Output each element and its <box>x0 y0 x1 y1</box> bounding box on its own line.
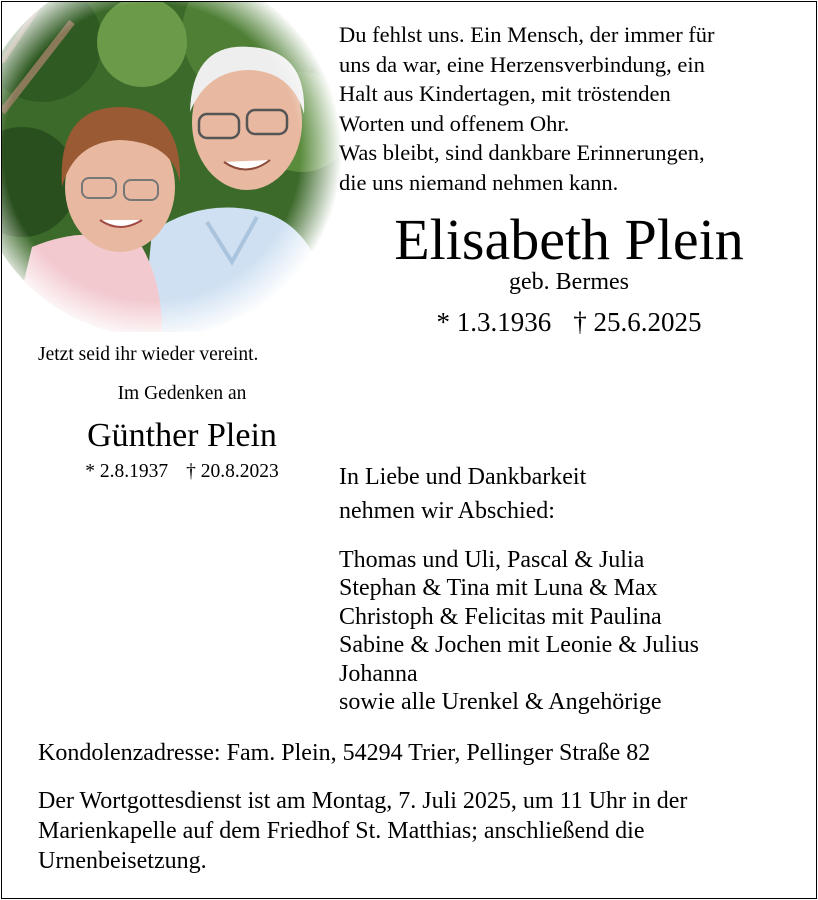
partner-dates <box>32 459 332 485</box>
partner-birth-date: * 2.8.1937 <box>85 461 169 482</box>
poem-line: Was bleibt, sind dankbare Erinnerungen, <box>339 140 705 165</box>
deceased-name: Elisabeth Plein <box>394 207 744 272</box>
birth-date: * 1.3.1936 <box>436 307 552 337</box>
service-info: Der Wortgottesdienst ist am Montag, 7. Juli 2025, um 11 Uhr in der Marienkapelle auf dem Friedhof St. Matthias; anschließend die Urnenbeisetzung. <box>38 788 688 874</box>
obituary-notice <box>1 1 817 899</box>
farewell-line: nehmen wir Abschied: <box>339 498 555 524</box>
family-line: Sabine & Jochen mit Leonie & Julius <box>339 632 699 659</box>
condolence-address: Kondolenzadresse: Fam. Plein, 54294 Trier, Pellinger Straße 82 <box>38 740 651 766</box>
reunited-text: Jetzt seid ihr wieder vereint. <box>38 344 259 365</box>
family-line: Stephan & Tina mit Luna & Max <box>339 575 658 602</box>
deceased-dates <box>339 304 799 340</box>
memory-intro: Im Gedenken an <box>117 383 247 404</box>
family-line: Christoph & Felicitas mit Paulina <box>339 603 662 630</box>
poem-line: Du fehlst uns. Ein Mensch, der immer für <box>339 22 715 47</box>
family-line: Thomas und Uli, Pascal & Julia <box>339 547 645 573</box>
farewell-text <box>339 460 586 528</box>
family-list <box>339 546 699 716</box>
poem-text <box>339 20 809 197</box>
partner-death-date: † 20.8.2023 <box>186 461 279 482</box>
partner-name: Günther Plein <box>87 417 277 454</box>
death-date: † 25.6.2025 <box>573 307 702 337</box>
poem-line: die uns niemand nehmen kann. <box>339 169 619 195</box>
family-line: Johanna <box>339 660 418 687</box>
family-line: sowie alle Urenkel & Angehörige <box>339 689 662 716</box>
poem-line: uns da war, eine Herzensverbindung, ein <box>339 51 705 77</box>
poem-line: Worten und offenem Ohr. <box>339 110 570 136</box>
deceased-birth-name: geb. Bermes <box>509 269 629 295</box>
couple-photo <box>2 2 342 332</box>
poem-line: Halt aus Kindertagen, mit tröstenden <box>339 81 671 106</box>
farewell-line: In Liebe und Dankbarkeit <box>339 464 587 490</box>
